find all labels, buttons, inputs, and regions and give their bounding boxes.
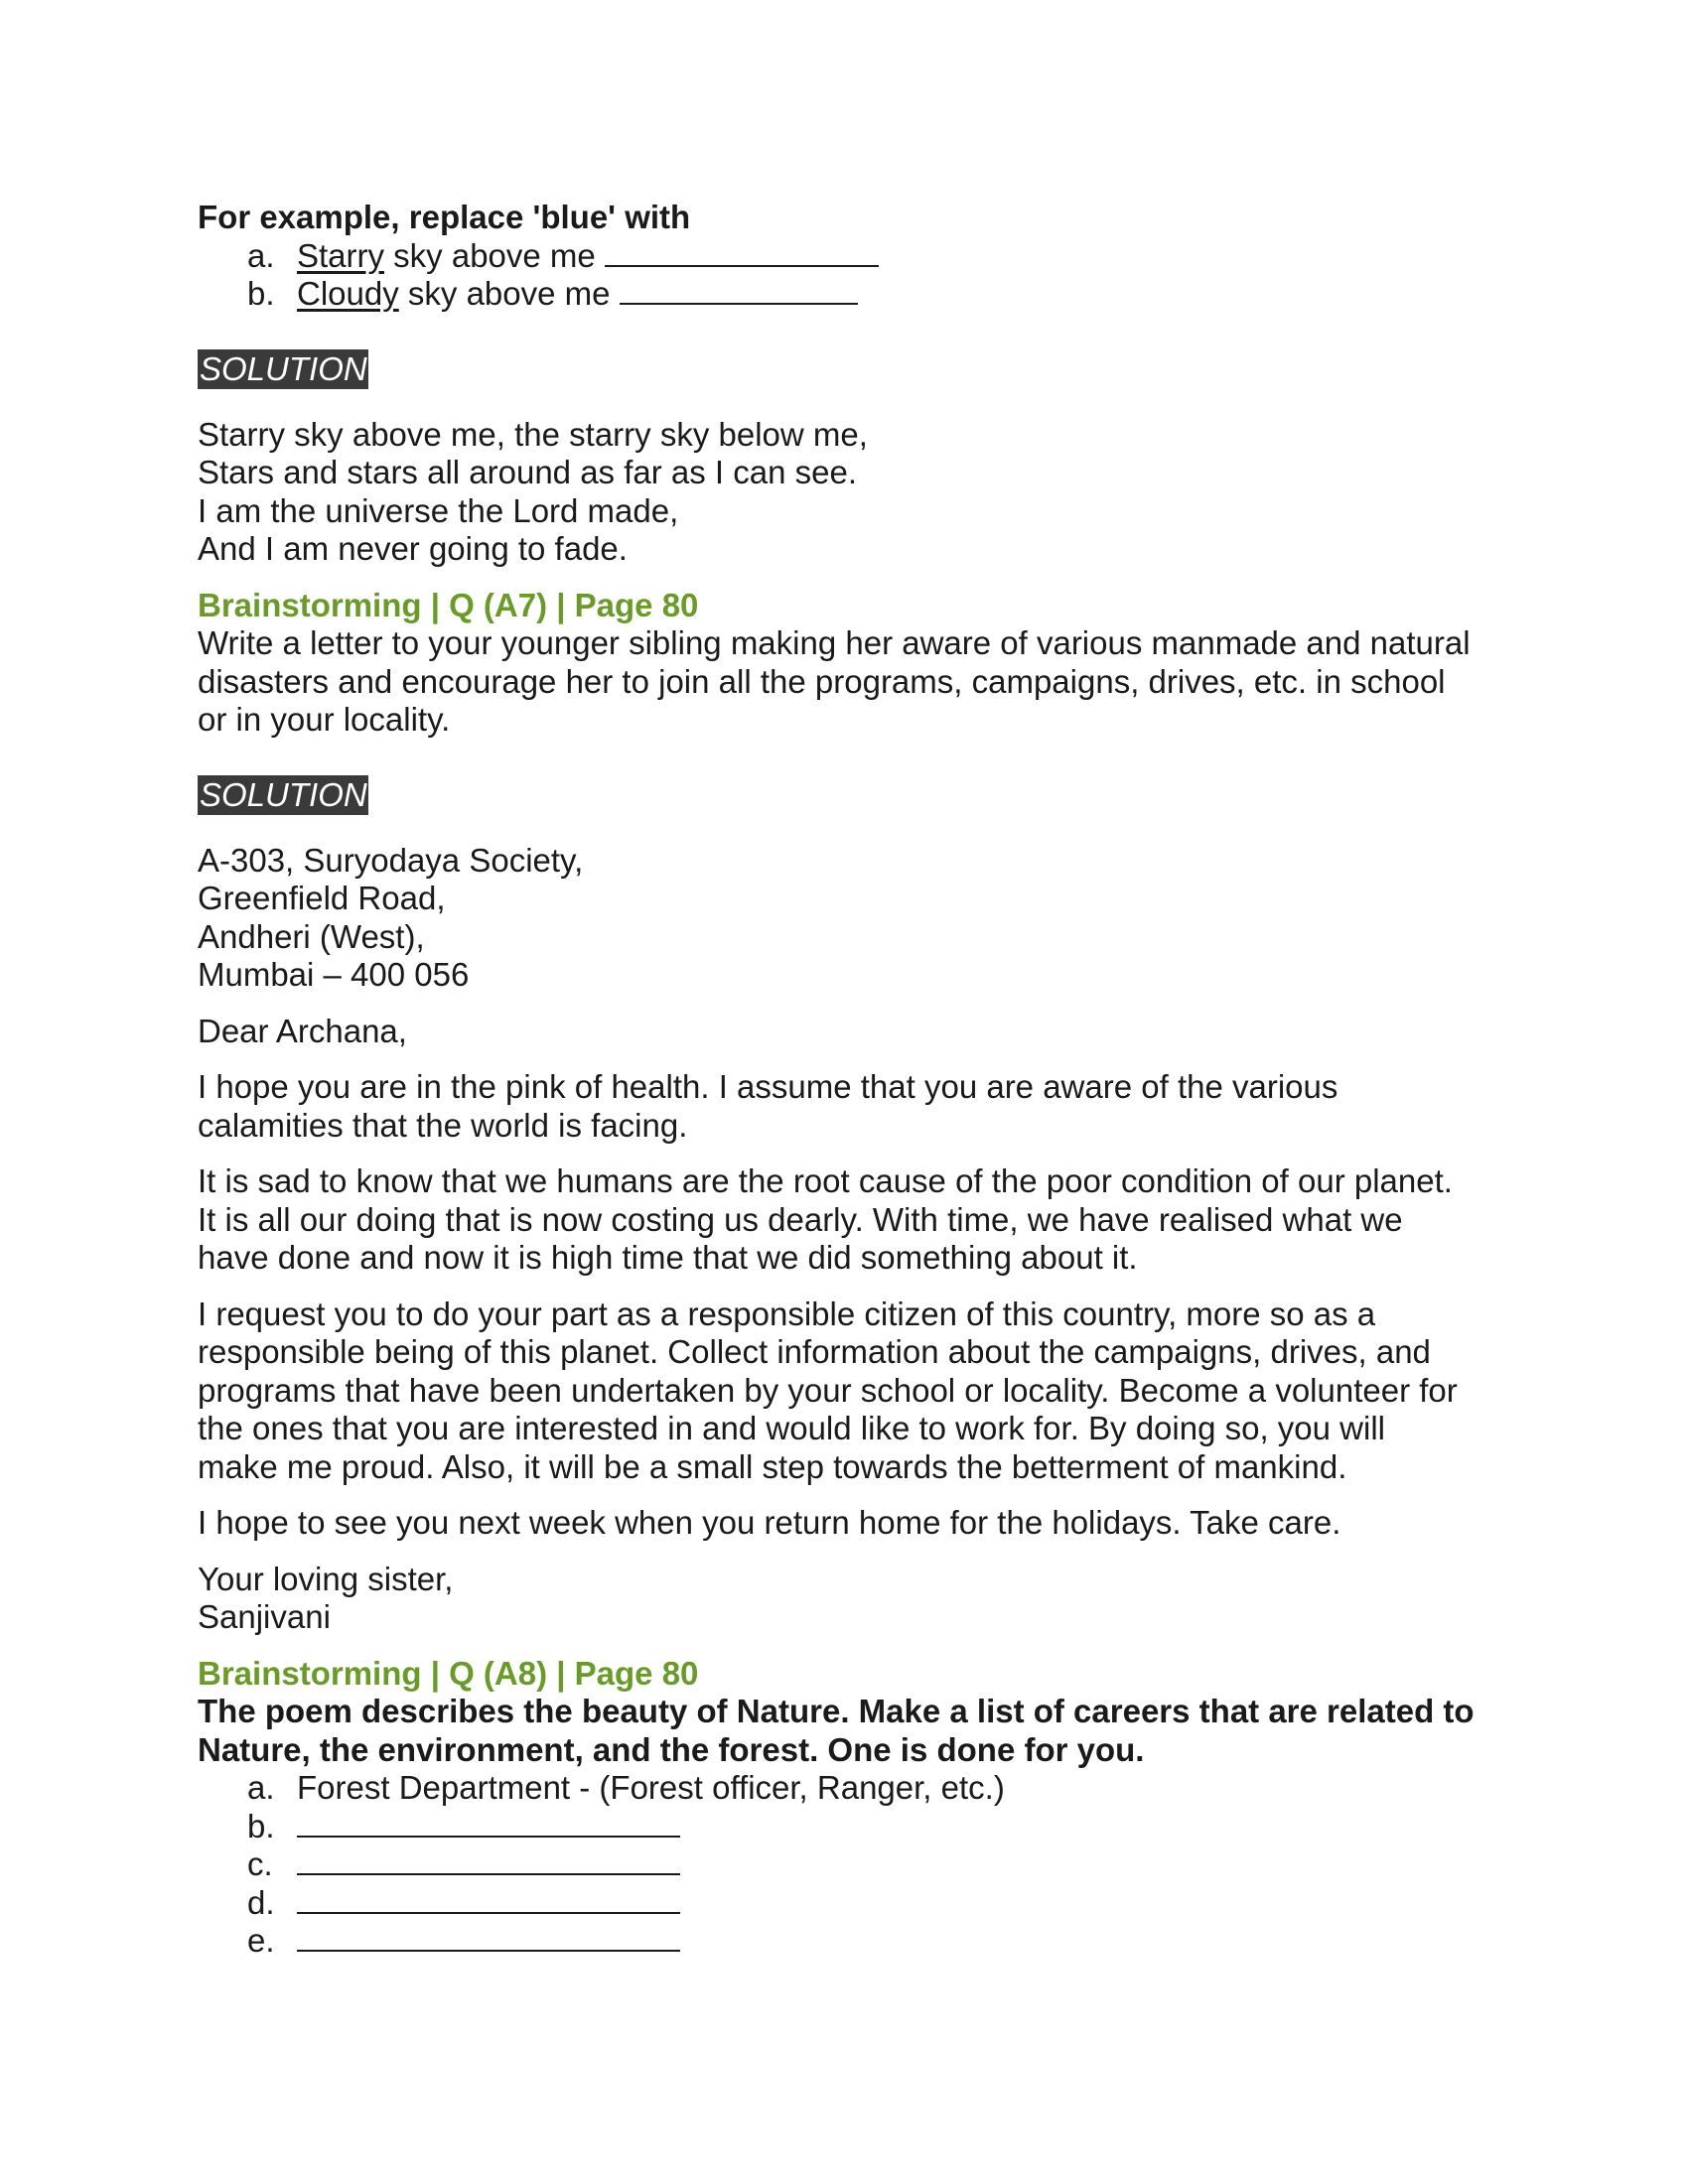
question-a7 <box>198 624 1508 740</box>
section-heading-a8: Brainstorming | Q (A8) | Page 80 <box>198 1654 699 1692</box>
fill-blank <box>297 1922 680 1952</box>
letter-greeting: Dear Archana, <box>198 1012 407 1049</box>
letter-line: I hope to see you next week when you return home for the holidays. Take care. <box>198 1504 1341 1541</box>
poem-solution <box>198 416 1508 569</box>
letter-line: have done and now it is high time that we did something about it. <box>198 1239 1138 1276</box>
letter-line: It is sad to know that we humans are the root cause of the poor condition of our planet. <box>198 1162 1453 1199</box>
example-item <box>198 237 1508 276</box>
letter-signature: Sanjivani <box>198 1598 331 1635</box>
address-line: Greenfield Road, <box>198 880 446 916</box>
poem-line: Stars and stars all around as far as I can see. <box>198 454 858 490</box>
letter-line: programs that have been undertaken by your school or locality. Become a volunteer for <box>198 1371 1458 1409</box>
address-line: A-303, Suryodaya Society, <box>198 841 584 879</box>
fill-blank <box>297 1845 680 1875</box>
question-line: The poem describes the beauty of Nature. Make a list of careers that are related to <box>198 1693 1475 1729</box>
list-item-text: Forest Department - (Forest officer, Ranger, etc.) <box>297 1769 1005 1806</box>
list-item <box>198 1808 1508 1846</box>
address-line: Andheri (West), <box>198 917 425 955</box>
question-line: disasters and encourage her to join all the programs, campaigns, drives, etc. in school <box>198 662 1446 700</box>
letter-closing: Your loving sister, <box>198 1560 454 1597</box>
letter-line: It is all our doing that is now costing us dearly. With time, we have realised what we <box>198 1200 1403 1238</box>
letter-line: I request you to do your part as a responsible citizen of this country, more so as a <box>198 1295 1376 1332</box>
question-line: or in your locality. <box>198 701 451 738</box>
list-marker: e. <box>247 1922 275 1959</box>
example-item <box>198 275 1508 314</box>
fill-blank <box>605 237 879 267</box>
poem-line: Starry sky above me, the starry sky below me, <box>198 415 868 453</box>
poem-line: I am the universe the Lord made, <box>198 491 679 529</box>
question-line: Write a letter to your younger sibling making her aware of various manmade and natural <box>198 624 1471 661</box>
letter-paragraph <box>198 1504 1508 1543</box>
letter-paragraph <box>198 1162 1508 1278</box>
solution-label: SOLUTION <box>200 349 367 387</box>
section-heading-a7: Brainstorming | Q (A7) | Page 80 <box>198 586 699 623</box>
replacement-word: Starry <box>297 236 385 274</box>
example-intro: For example, replace 'blue' with <box>198 199 691 235</box>
letter-line: I hope you are in the pink of health. I assume that you are aware of the various <box>198 1068 1338 1105</box>
question-a8 <box>198 1693 1508 1769</box>
list-marker: a. <box>247 236 275 274</box>
letter-line: responsible being of this planet. Collect information about the campaigns, drives, and <box>198 1333 1431 1370</box>
list-item <box>198 1845 1508 1884</box>
solution-label: SOLUTION <box>200 775 367 813</box>
list-marker: c. <box>247 1845 273 1882</box>
document-page <box>198 199 1508 1961</box>
list-marker: b. <box>247 1807 275 1844</box>
example-text: sky above me <box>398 275 620 312</box>
list-item <box>198 1769 1508 1808</box>
list-item <box>198 1884 1508 1923</box>
poem-line: And I am never going to fade. <box>198 530 628 567</box>
replacement-word: Cloudy <box>297 275 399 312</box>
letter-paragraph <box>198 1296 1508 1487</box>
fill-blank <box>620 275 858 305</box>
letter-line: calamities that the world is facing. <box>198 1106 688 1144</box>
list-marker: d. <box>247 1883 275 1921</box>
careers-list <box>198 1769 1508 1961</box>
fill-blank <box>297 1884 680 1914</box>
address-line: Mumbai – 400 056 <box>198 956 470 993</box>
example-text: sky above me <box>384 236 605 274</box>
letter-address <box>198 842 1508 995</box>
question-line: Nature, the environment, and the forest. One is done for you. <box>198 1730 1145 1768</box>
example-list <box>198 237 1508 314</box>
letter-line: make me proud. Also, it will be a small step towards the betterment of mankind. <box>198 1447 1347 1485</box>
list-marker: b. <box>247 275 275 312</box>
list-item <box>198 1922 1508 1961</box>
letter-paragraph <box>198 1068 1508 1145</box>
list-marker: a. <box>247 1769 275 1806</box>
letter-line: the ones that you are interested in and would like to work for. By doing so, you will <box>198 1410 1386 1446</box>
fill-blank <box>297 1808 680 1838</box>
